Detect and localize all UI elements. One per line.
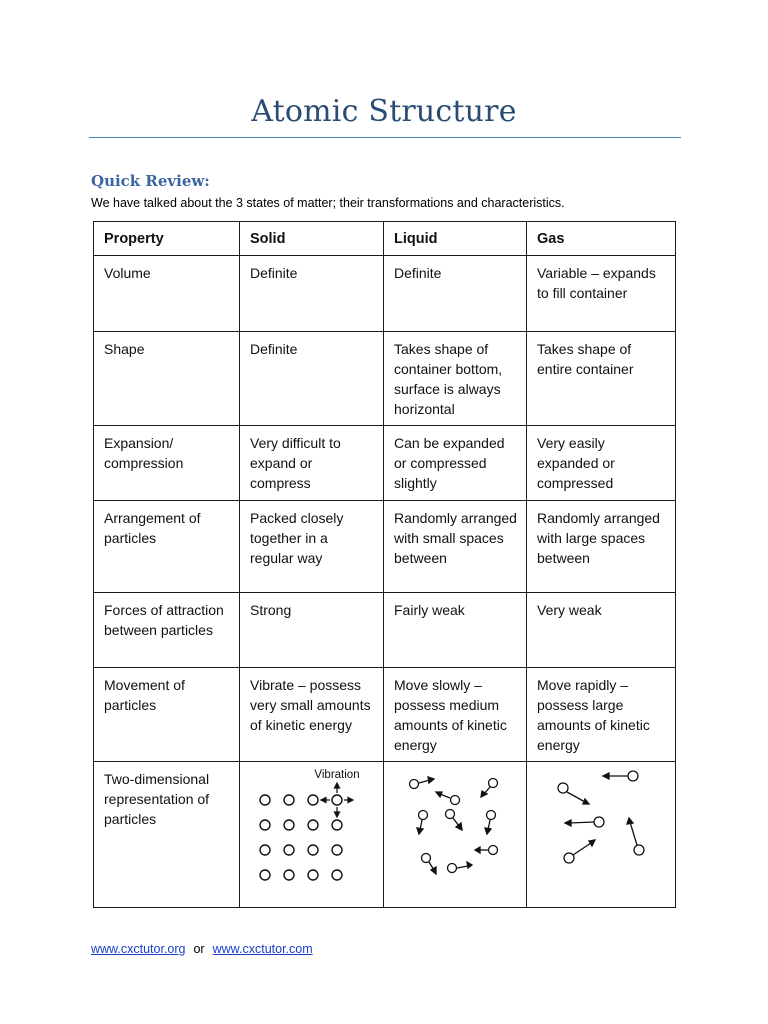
particle [260, 870, 270, 880]
particle [284, 795, 294, 805]
particle [627, 818, 644, 855]
cell-property: Arrangement of particles [94, 501, 240, 593]
cell-liquid: Move slowly – possess medium amounts of kinetic energy [384, 668, 527, 762]
gas-particles-svg [527, 762, 676, 907]
footer-link-com[interactable]: www.cxctutor.com [212, 942, 313, 956]
particle [308, 795, 318, 805]
solid-particle-diagram [240, 762, 384, 908]
cell-solid: Packed closely together in a regular way [240, 501, 384, 593]
particle [422, 854, 437, 875]
cell-liquid: Takes shape of container bottom, surface is always horizontal [384, 332, 527, 426]
particle [308, 845, 318, 855]
particle [260, 820, 270, 830]
particle [564, 840, 595, 863]
title-divider [89, 137, 681, 138]
cell-gas: Very weak [527, 593, 676, 668]
intro-text: We have talked about the 3 states of matter; their transformations and characteristics. [91, 196, 565, 210]
particle [446, 810, 463, 831]
cell-liquid: Randomly arranged with small spaces between [384, 501, 527, 593]
gas-particles [558, 771, 644, 863]
particle [284, 820, 294, 830]
vibration-label: Vibration [314, 769, 360, 781]
particle [558, 783, 589, 804]
particle [436, 792, 460, 805]
cell-solid: Vibrate – possess very small amounts of kinetic energy [240, 668, 384, 762]
cell-solid: Strong [240, 593, 384, 668]
particle [417, 811, 428, 835]
table-row [94, 593, 676, 668]
cell-gas: Very easily expanded or compressed [527, 426, 676, 501]
particle [332, 870, 342, 880]
particle [410, 777, 435, 789]
cell-gas: Variable – expands to fill container [527, 256, 676, 332]
footer-links [91, 942, 313, 956]
cell-solid: Definite [240, 332, 384, 426]
vibration-arrows-icon [321, 783, 353, 817]
liquid-particles [410, 777, 498, 874]
section-heading: Quick Review: [91, 172, 210, 190]
liquid-particle-diagram [384, 762, 527, 908]
table-row [94, 256, 676, 332]
particle [260, 845, 270, 855]
table-row [94, 426, 676, 501]
cell-property: Forces of attraction between particles [94, 593, 240, 668]
cell-liquid: Fairly weak [384, 593, 527, 668]
cell-property: Shape [94, 332, 240, 426]
table-row [94, 762, 676, 908]
liquid-particles-svg [384, 762, 527, 907]
footer-separator: or [193, 942, 205, 956]
header-property: Property [94, 222, 240, 256]
cell-property: Volume [94, 256, 240, 332]
cell-liquid: Can be expanded or compressed slightly [384, 426, 527, 501]
footer-link-org[interactable]: www.cxctutor.org [91, 942, 186, 956]
particle [485, 811, 496, 835]
cell-property: Two-dimensional representation of particles [94, 762, 240, 908]
particle [603, 771, 638, 781]
header-solid: Solid [240, 222, 384, 256]
particle [260, 795, 270, 805]
table-row [94, 501, 676, 593]
cell-property: Expansion/ compression [94, 426, 240, 501]
header-liquid: Liquid [384, 222, 527, 256]
particle [475, 846, 498, 855]
cell-gas: Move rapidly – possess large amounts of kinetic energy [527, 668, 676, 762]
cell-gas: Randomly arranged with large spaces between [527, 501, 676, 593]
particle-vibrating [332, 795, 342, 805]
cell-gas: Takes shape of entire container [527, 332, 676, 426]
cell-property: Movement of particles [94, 668, 240, 762]
table-header-row [94, 222, 676, 256]
gas-particle-diagram [527, 762, 676, 908]
page-title: Atomic Structure [251, 94, 517, 129]
table-row [94, 332, 676, 426]
particle [308, 870, 318, 880]
cell-liquid: Definite [384, 256, 527, 332]
particle [332, 845, 342, 855]
solid-particle-grid [260, 795, 342, 880]
particle [448, 862, 473, 873]
particle [481, 779, 498, 798]
particle [332, 820, 342, 830]
cell-solid: Definite [240, 256, 384, 332]
particle [565, 817, 604, 827]
particle [308, 820, 318, 830]
cell-solid: Very difficult to expand or compress [240, 426, 384, 501]
states-of-matter-table [93, 221, 676, 908]
table-row [94, 668, 676, 762]
particle [284, 845, 294, 855]
solid-particles-svg [240, 762, 384, 907]
header-gas: Gas [527, 222, 676, 256]
particle [284, 870, 294, 880]
